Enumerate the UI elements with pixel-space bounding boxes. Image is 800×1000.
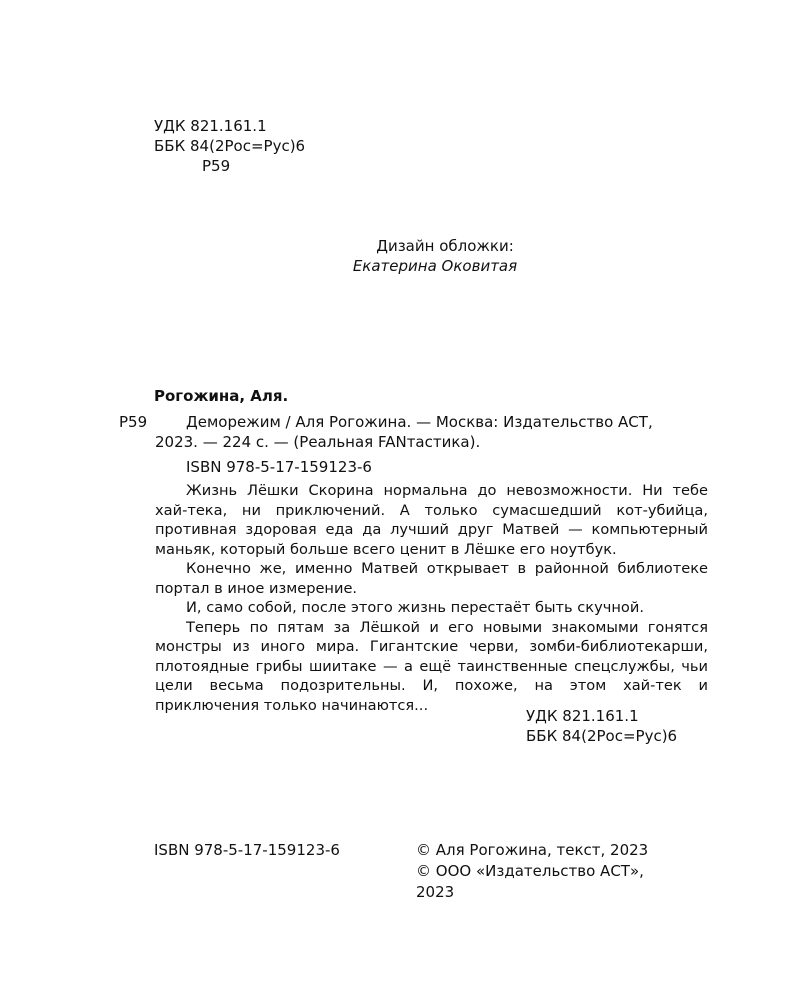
copyright-publisher-year: 2023 bbox=[416, 883, 455, 901]
cover-design-credit bbox=[0, 236, 800, 276]
copyright-publisher: © ООО «Издательство АСТ», bbox=[416, 862, 644, 880]
classification-codes-bottom bbox=[526, 706, 677, 746]
cover-designer-name: Екатерина Оковитая bbox=[352, 257, 518, 275]
annotation-paragraph: Жизнь Лёшки Скорина нормальна до невозможности. Ни тебе хай-тека, ни приключений. А только сумасшедший кот-убийца, противная здоровая еда да лучший друг Матвей — компьютерный маньяк, который больше всего ценит в Лёшке его ноутбук. bbox=[155, 482, 708, 558]
copyright-text: © Аля Рогожина, текст, 2023 bbox=[416, 841, 649, 859]
bbk-code: ББК 84(2Рос=Рус)6 bbox=[526, 727, 678, 745]
record-author: Рогожина, Аля. bbox=[154, 387, 289, 405]
bbk-code: ББК 84(2Рос=Рус)6 bbox=[154, 137, 306, 155]
cover-design-label: Дизайн обложки: bbox=[376, 237, 514, 255]
record-author-sign: Р59 bbox=[119, 413, 148, 431]
annotation-paragraph: Теперь по пятам за Лёшкой и его новыми знакомыми гонятся монстры из иного мира. Гигантские черви, зомби-библиотекарши, плотоядные грибы шиитаке — а ещё таинственные спецслужбы, чьи цели весьма подозрительны. И, похоже, на этом хай-тек и приключения только начинаются... bbox=[155, 618, 708, 714]
record-description-line: Деморежим / Аля Рогожина. — Москва: Издательство АСТ, bbox=[186, 413, 653, 431]
udk-code: УДК 821.161.1 bbox=[526, 707, 639, 725]
udk-code: УДК 821.161.1 bbox=[154, 117, 267, 135]
record-description bbox=[155, 412, 695, 452]
annotation-paragraph: Конечно же, именно Матвей открывает в районной библиотеке портал в иное измерение. bbox=[155, 560, 708, 597]
copyright-notices bbox=[416, 840, 716, 903]
annotation-paragraph: И, само собой, после этого жизнь перестаёт быть скучной. bbox=[186, 599, 644, 616]
record-description-line: 2023. — 224 с. — (Реальная FANтастика). bbox=[155, 433, 481, 451]
classification-codes-top bbox=[154, 116, 305, 176]
imprint-isbn: ISBN 978-5-17-159123-6 bbox=[154, 841, 340, 859]
annotation bbox=[155, 481, 708, 715]
author-sign-code: Р59 bbox=[202, 157, 231, 175]
record-isbn: ISBN 978-5-17-159123-6 bbox=[186, 458, 372, 476]
